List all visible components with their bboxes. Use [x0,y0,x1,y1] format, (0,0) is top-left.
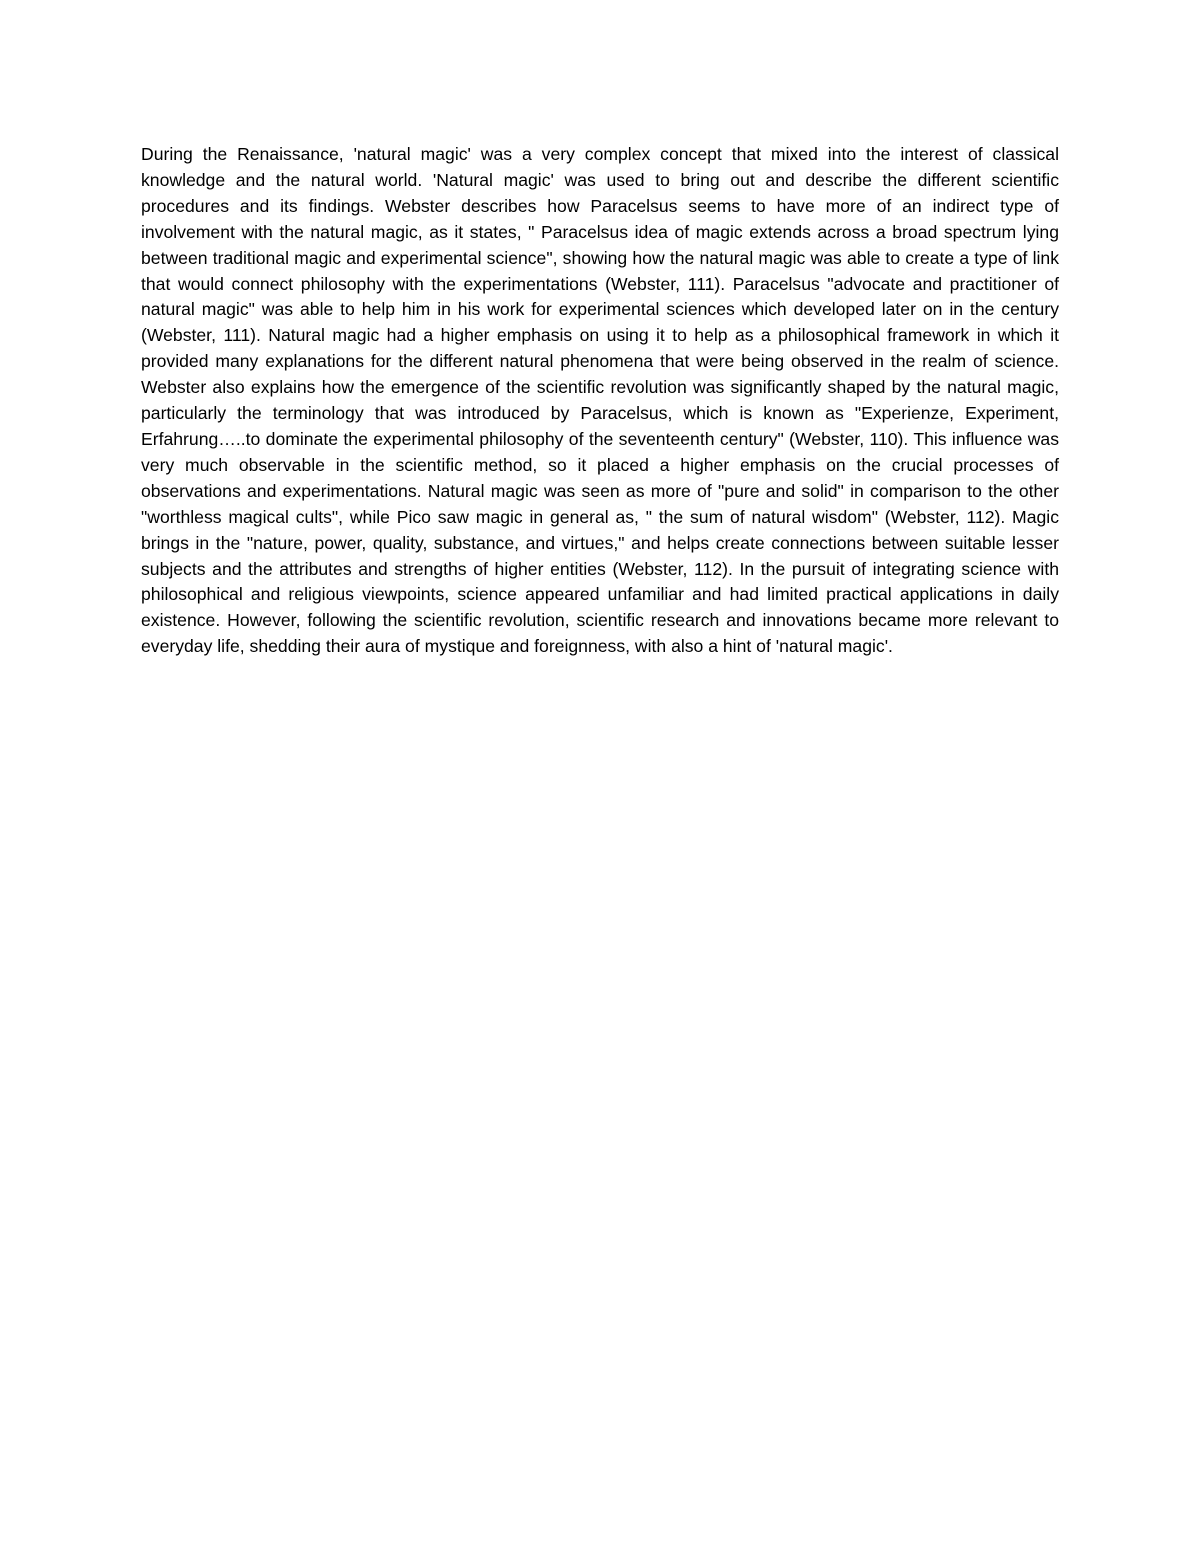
body-paragraph: During the Renaissance, 'natural magic' was a very complex concept that mixed into the interest of classical knowledge and the natural world. 'Natural magic' was used to bring out and describe the different scientific procedures and its findings. Webster describes how Paracelsus seems to have more of an indirect type of involvement with the natural magic, as it states, " Paracelsus idea of magic extends across a broad spectrum lying between traditional magic and experimental science", showing how the natural magic was able to create a type of link that would connect philosophy with the experimentations (Webster, 111). Paracelsus "advocate and practitioner of natural magic" was able to help him in his work for experimental sciences which developed later on in the century (Webster, 111). Natural magic had a higher emphasis on using it to help as a philosophical framework in which it provided many explanations for the different natural phenomena that were being observed in the realm of science. Webster also explains how the emergence of the scientific revolution was significantly shaped by the natural magic, particularly the terminology that was introduced by Paracelsus, which is known as "Experienze, Experiment, Erfahrung…..to dominate the experimental philosophy of the seventeenth century" (Webster, 110). This influence was very much observable in the scientific method, so it placed a higher emphasis on the crucial processes of observations and experimentations. Natural magic was seen as more of "pure and solid" in comparison to the other "worthless magical cults", while Pico saw magic in general as, " the sum of natural wisdom" (Webster, 112). Magic brings in the "nature, power, quality, substance, and virtues," and helps create connections between suitable lesser subjects and the attributes and strengths of higher entities (Webster, 112). In the pursuit of integrating science with philosophical and religious viewpoints, science appeared unfamiliar and had limited practical applications in daily existence. However, following the scientific revolution, scientific research and innovations became more relevant to everyday life, shedding their aura of mystique and foreignness, with also a hint of 'natural magic'. [141,144,1059,657]
